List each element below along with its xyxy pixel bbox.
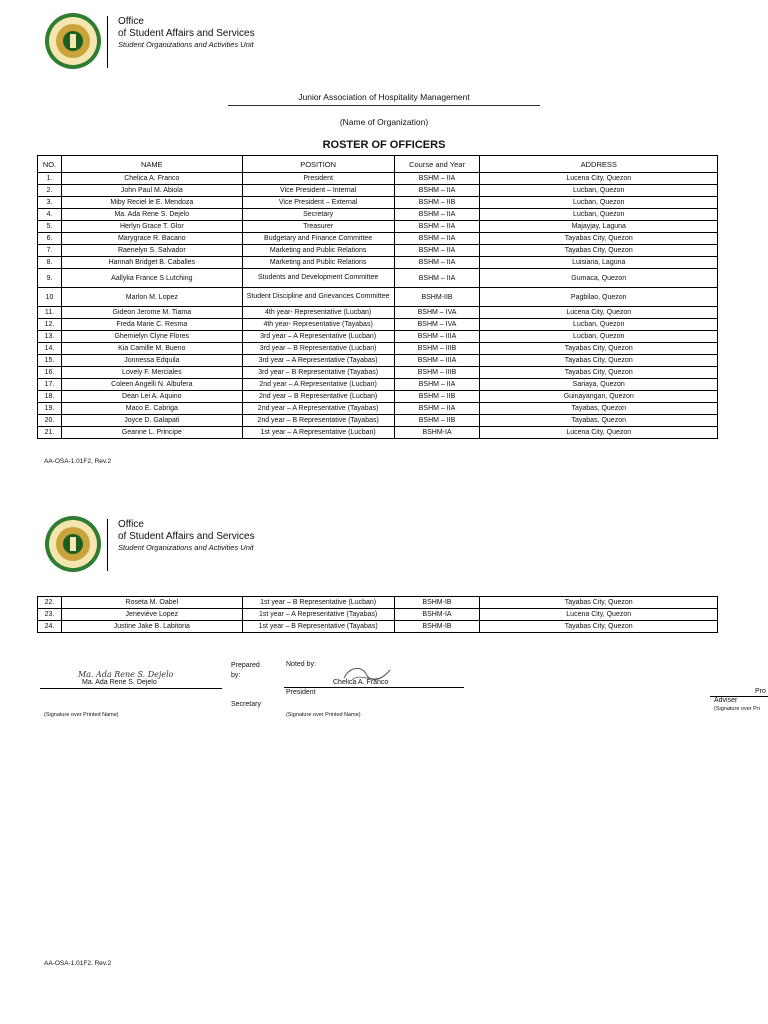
- cell-position: 2nd year – B Representative (Lucban): [242, 391, 394, 403]
- cell-no: 3.: [38, 197, 62, 209]
- page-header-2: [44, 515, 284, 573]
- table-row: [38, 403, 718, 415]
- secretary-signature: Ma. Ada Rene S. Dejelo: [78, 670, 174, 679]
- cell-no: 22.: [38, 597, 62, 609]
- cell-course: BSHM – IIA: [394, 221, 480, 233]
- cell-position: 1st year – A Representative (Lucban): [242, 427, 394, 439]
- cell-address: Tayabas City, Quezon: [480, 597, 718, 609]
- cell-no: 20.: [38, 415, 62, 427]
- prepared-by-label: Prepared by:: [231, 662, 260, 679]
- table-row: [38, 197, 718, 209]
- cell-no: 8.: [38, 257, 62, 269]
- cell-address: Lucena City, Quezon: [480, 427, 718, 439]
- cell-position: Treasurer: [242, 221, 394, 233]
- table-row: [38, 221, 718, 233]
- cell-name: Ghemielyn Clyne Flores: [61, 331, 242, 343]
- university-seal-icon: [44, 12, 102, 70]
- cell-name: Jonnessa Edquila: [61, 355, 242, 367]
- cell-position: 2nd year – B Representative (Tayabas): [242, 415, 394, 427]
- roster-table-continued: [37, 596, 718, 633]
- table-row: [38, 257, 718, 269]
- president-sign-line: [284, 687, 464, 688]
- cell-course: BSHM – IIA: [394, 233, 480, 245]
- table-row: [38, 379, 718, 391]
- cell-position: 2nd year – A Representative (Lucban): [242, 379, 394, 391]
- table-row: [38, 173, 718, 185]
- cell-address: Tayabas City, Quezon: [480, 355, 718, 367]
- col-header-course: Course and Year: [394, 156, 480, 173]
- cell-position: Marketing and Public Relations: [242, 257, 394, 269]
- cell-position: 3rd year – A Representative (Lucban): [242, 331, 394, 343]
- cell-position: 1st year – A Representative (Tayabas): [242, 609, 394, 621]
- header-divider: [107, 519, 108, 571]
- cell-name: Geanne L. Principe: [61, 427, 242, 439]
- secretary-sign-line: [40, 688, 222, 689]
- cell-name: Aallyka France S Lutching: [61, 269, 242, 288]
- cell-no: 2.: [38, 185, 62, 197]
- cell-no: 16.: [38, 367, 62, 379]
- table-row: [38, 355, 718, 367]
- table-row: [38, 319, 718, 331]
- cell-position: 4th year- Representative (Lucban): [242, 307, 394, 319]
- header-divider: [107, 16, 108, 68]
- cell-name: Gideon Jerome M. Tiama: [61, 307, 242, 319]
- office-line2: of Student Affairs and Services: [118, 531, 255, 542]
- cell-no: 11.: [38, 307, 62, 319]
- table-row: [38, 209, 718, 221]
- cell-address: Tayabas City, Quezon: [480, 367, 718, 379]
- office-line1: Office: [118, 519, 144, 530]
- office-block: [118, 16, 255, 50]
- cell-course: BSHM – IIIA: [394, 331, 480, 343]
- cell-position: Vice President – Internal: [242, 185, 394, 197]
- office-line1: Office: [118, 16, 144, 27]
- table-row: [38, 245, 718, 257]
- cell-course: BSHM-IA: [394, 427, 480, 439]
- secretary-printed-name-note: (Signature over Printed Name): [44, 712, 119, 718]
- table-row: [38, 331, 718, 343]
- cell-no: 19.: [38, 403, 62, 415]
- cell-course: BSHM – IIIA: [394, 355, 480, 367]
- cell-course: BSHM – IIA: [394, 185, 480, 197]
- cell-address: Tayabas City, Quezon: [480, 233, 718, 245]
- form-code-2: AA-OSA-1.01F2, Rev.2: [44, 960, 112, 967]
- cell-position: 3rd year – B Representative (Lucban): [242, 343, 394, 355]
- cell-name: Herlyn Grace T. Glor: [61, 221, 242, 233]
- cell-address: Lucban, Quezon: [480, 197, 718, 209]
- col-header-position: POSITION: [242, 156, 394, 173]
- roster-table: [37, 155, 718, 439]
- cell-name: Coleen Angelli N. Albufera: [61, 379, 242, 391]
- cell-address: Tayabas City, Quezon: [480, 621, 718, 633]
- cell-name: Roseta M. Oabel: [61, 597, 242, 609]
- cell-course: BSHM – IIA: [394, 269, 480, 288]
- cell-no: 15.: [38, 355, 62, 367]
- cell-address: Tayabas City, Quezon: [480, 343, 718, 355]
- cell-address: Lucena City, Quezon: [480, 307, 718, 319]
- cell-name: Dean Lei A. Aquino: [61, 391, 242, 403]
- cell-address: Tayabas City, Quezon: [480, 245, 718, 257]
- table-row: [38, 609, 718, 621]
- cell-position: Marketing and Public Relations: [242, 245, 394, 257]
- cell-no: 1.: [38, 173, 62, 185]
- cell-name: Justine Jake B. Labitoria: [61, 621, 242, 633]
- cell-address: Luisiana, Laguna: [480, 257, 718, 269]
- office-line3: Student Organizations and Activities Unit: [118, 543, 254, 552]
- table-row: [38, 427, 718, 439]
- cell-name: Freda Marie C. Resma: [61, 319, 242, 331]
- cell-position: President: [242, 173, 394, 185]
- cell-name: Joyce D. Galapati: [61, 415, 242, 427]
- president-name: Chelica A. Franco: [333, 679, 389, 686]
- cell-address: Lucena City, Quezon: [480, 173, 718, 185]
- adviser-role: Adviser: [714, 697, 738, 704]
- cell-course: BSHM – IIA: [394, 403, 480, 415]
- cell-name: Raenelyn S. Salvador: [61, 245, 242, 257]
- cell-address: Lucena City, Quezon: [480, 609, 718, 621]
- cell-no: 24.: [38, 621, 62, 633]
- cell-address: Sariaya, Quezon: [480, 379, 718, 391]
- cell-position: 1st year – B Representative (Lucban): [242, 597, 394, 609]
- cell-course: BSHM – IIA: [394, 209, 480, 221]
- cell-name: Marlon M. Lopez: [61, 288, 242, 307]
- col-header-no: NO.: [38, 156, 62, 173]
- cell-name: Chelica A. Franco: [61, 173, 242, 185]
- cell-address: Lucban, Quezon: [480, 209, 718, 221]
- cell-no: 23.: [38, 609, 62, 621]
- page-header: [44, 12, 284, 70]
- cell-course: BSHM-IB: [394, 597, 480, 609]
- col-header-name: NAME: [61, 156, 242, 173]
- cell-name: Kia Camille M. Bueno: [61, 343, 242, 355]
- cell-no: 14.: [38, 343, 62, 355]
- secretary-name: Ma. Ada Rene S. Dejelo: [82, 679, 157, 686]
- cell-course: BSHM – IIB: [394, 391, 480, 403]
- form-code: AA-OSA-1.01F2, Rev.2: [44, 458, 112, 465]
- table-row: [38, 621, 718, 633]
- cell-address: Gumaca, Quezon: [480, 269, 718, 288]
- adviser-cut-text: Pro: [755, 688, 766, 695]
- cell-address: Guinayangan, Quezon: [480, 391, 718, 403]
- cell-name: Jeneviève Lopez: [61, 609, 242, 621]
- cell-position: 3rd year – B Representative (Tayabas): [242, 367, 394, 379]
- roster-title: ROSTER OF OFFICERS: [322, 139, 446, 151]
- cell-name: Maco E. Cabriga: [61, 403, 242, 415]
- cell-no: 13.: [38, 331, 62, 343]
- president-role: President: [286, 689, 316, 696]
- cell-course: BSHM – IIA: [394, 173, 480, 185]
- cell-position: Student Discipline and Grievances Committee: [242, 288, 394, 307]
- cell-name: Marygrace R. Bacano: [61, 233, 242, 245]
- cell-course: BSHM – IIIB: [394, 343, 480, 355]
- cell-position: 1st year – B Representative (Tayabas): [242, 621, 394, 633]
- table-row: [38, 415, 718, 427]
- cell-no: 18.: [38, 391, 62, 403]
- cell-no: 12.: [38, 319, 62, 331]
- table-row: [38, 307, 718, 319]
- cell-name: John Paul M. Abiola: [61, 185, 242, 197]
- table-row: [38, 288, 718, 307]
- office-line2: of Student Affairs and Services: [118, 28, 255, 39]
- cell-course: BSHM – IIA: [394, 379, 480, 391]
- cell-course: BSHM – IIA: [394, 245, 480, 257]
- cell-position: Vice President – External: [242, 197, 394, 209]
- cell-course: BSHM – IIIB: [394, 367, 480, 379]
- cell-no: 5.: [38, 221, 62, 233]
- cell-address: Pagbilao, Quezon: [480, 288, 718, 307]
- cell-course: BSHM – IIB: [394, 197, 480, 209]
- cell-no: 6.: [38, 233, 62, 245]
- cell-course: BSHM – IVA: [394, 307, 480, 319]
- cell-position: Secretary: [242, 209, 394, 221]
- noted-by-label: Noted by:: [286, 661, 316, 668]
- col-header-address: ADDRESS: [480, 156, 718, 173]
- cell-address: Lucban, Quezon: [480, 185, 718, 197]
- table-row: [38, 185, 718, 197]
- cell-address: Majayjay, Laguna: [480, 221, 718, 233]
- table-row: [38, 269, 718, 288]
- table-row: [38, 367, 718, 379]
- table-row: [38, 597, 718, 609]
- cell-course: BSHM – IIB: [394, 415, 480, 427]
- cell-address: Lucban, Quezon: [480, 319, 718, 331]
- secretary-role: Secretary: [231, 701, 261, 708]
- cell-no: 4.: [38, 209, 62, 221]
- organization-label: (Name of Organization): [339, 117, 429, 127]
- president-printed-name-note: (Signature over Printed Name): [286, 712, 361, 718]
- office-line3: Student Organizations and Activities Unit: [118, 40, 254, 49]
- cell-course: BSHM-IA: [394, 609, 480, 621]
- table-row: [38, 233, 718, 245]
- cell-course: BSHM – IVA: [394, 319, 480, 331]
- cell-address: Tayabas, Quezon: [480, 415, 718, 427]
- cell-name: Hannah Bridget B. Caballes: [61, 257, 242, 269]
- cell-course: BSHM – IIA: [394, 257, 480, 269]
- cell-position: Students and Development Committee: [242, 269, 394, 288]
- organization-name: Junior Association of Hospitality Management: [228, 92, 540, 106]
- table-row: [38, 343, 718, 355]
- cell-no: 9.: [38, 269, 62, 288]
- table-row: [38, 391, 718, 403]
- cell-course: BSHM-IB: [394, 621, 480, 633]
- cell-position: 2nd year – A Representative (Tayabas): [242, 403, 394, 415]
- table-header-row: [38, 156, 718, 173]
- cell-no: 7.: [38, 245, 62, 257]
- university-seal-icon: [44, 515, 102, 573]
- cell-name: Lovely F. Merciales: [61, 367, 242, 379]
- adviser-printed-name-note: (Signature over Pri: [714, 706, 760, 712]
- cell-address: Tayabas, Quezon: [480, 403, 718, 415]
- cell-no: 17.: [38, 379, 62, 391]
- office-block: [118, 519, 255, 553]
- cell-name: Ma. Ada Rene S. Dejelo: [61, 209, 242, 221]
- cell-address: Lucban, Quezon: [480, 331, 718, 343]
- cell-course: BSHM-IIB: [394, 288, 480, 307]
- cell-position: Budgetary and Finance Committee: [242, 233, 394, 245]
- cell-name: Miby Reciel le E. Mendoza: [61, 197, 242, 209]
- cell-position: 3rd year – A Representative (Tayabas): [242, 355, 394, 367]
- cell-no: 21.: [38, 427, 62, 439]
- cell-position: 4th year- Representative (Tayabas): [242, 319, 394, 331]
- cell-no: 10: [38, 288, 62, 307]
